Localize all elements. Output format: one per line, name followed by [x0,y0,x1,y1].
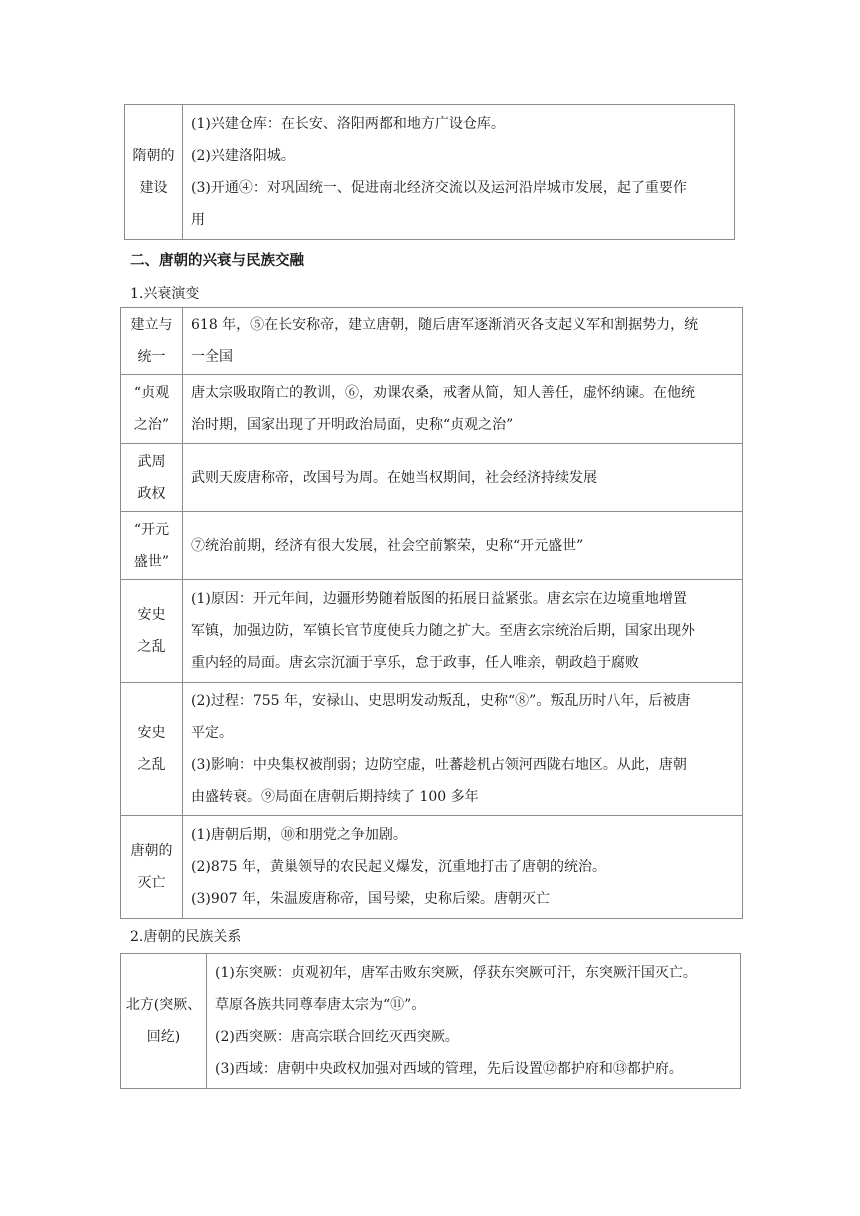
content-line: (1)东突厥：贞观初年，唐军击败东突厥，俘获东突厥可汗，东突厥汗国灭亡。 [215,965,697,981]
row-label [121,683,183,816]
label-line: 之乱 [137,639,166,655]
label-line: 灭亡 [137,875,166,891]
row-label [121,444,183,512]
table-row [121,816,743,919]
sui-construction-table [124,104,735,240]
label-line: 安史 [137,607,166,623]
content-line: (1)唐朝后期，⑩和朋党之争加剧。 [191,827,407,843]
label-line: 安史 [137,725,166,741]
row-label [121,512,183,580]
label-line: 武周 [137,453,166,470]
row-label [121,954,207,1089]
content-line: (3)开通④：对巩固统一、促进南北经济交流以及运河沿岸城市发展，起了重要作 [191,180,687,196]
table-row [121,580,743,683]
label-line: 建立与 [130,317,173,333]
table-row [121,683,743,816]
row-label [121,580,183,683]
label-line: 隋朝的 [132,148,175,164]
content-line: (3)907 年，朱温废唐称帝，国号梁，史称后梁。唐朝灭亡 [191,891,551,907]
label-line: 建设 [139,180,168,196]
row-content [183,580,743,683]
content-line: 唐太宗吸取隋亡的教训，⑥，劝课农桑，戒奢从简，知人善任，虚怀纳谏。在他统 [191,385,695,401]
content-line: 武则天废唐称帝，改国号为周。在她当权期间，社会经济持续发展 [191,469,597,486]
row-content [183,444,743,512]
content-line: 治时期，国家出现了开明政治局面，史称“贞观之治” [191,417,514,433]
subsection-title: 2.唐朝的民族关系 [130,929,242,945]
content-line: 重内轻的局面。唐玄宗沉湎于享乐，怠于政事，任人唯亲，朝政趋于腐败 [191,655,639,671]
content-line: 一全国 [191,349,233,365]
section-heading: 二、唐朝的兴衰与民族交融 [130,253,304,269]
content-line: 618 年，⑤在长安称帝，建立唐朝，随后唐军逐渐消灭各支起义军和割据势力，统 [191,317,699,333]
rise-and-fall-table [120,307,743,919]
table-row [121,444,743,512]
table-row [121,954,741,1089]
row-content [183,816,743,919]
label-line: 北方(突厥、 [125,997,202,1013]
content-line: (2)西突厥：唐高宗联合回纥灭西突厥。 [215,1029,459,1045]
row-content [207,954,741,1089]
content-line: 用 [191,212,205,228]
row-label [125,105,183,240]
table-row [121,375,743,444]
row-label [121,308,183,375]
row-content [183,308,743,375]
label-line: 之乱 [137,757,166,773]
content-line: (2)兴建洛阳城。 [191,148,295,164]
content-line: (2)过程：755 年，安禄山、史思明发动叛乱，史称“⑧”。叛乱历时八年，后被唐 [191,693,691,709]
label-line: “贞观 [133,385,170,401]
content-line: (1)原因：开元年间，边疆形势随着版图的拓展日益紧张。唐玄宗在边境重地增置 [191,591,687,607]
content-line: (2)875 年，黄巢领导的农民起义爆发，沉重地打击了唐朝的统治。 [191,859,607,875]
subsection-title: 1.兴衰演变 [130,286,200,302]
label-line: 唐朝的 [130,843,173,859]
row-content [183,105,735,240]
row-label [121,816,183,919]
label-line: “开元 [133,521,170,538]
content-line: 平定。 [191,725,233,741]
content-line: (3)西域：唐朝中央政权加强对西域的管理，先后设置⑫都护府和⑬都护府。 [215,1061,683,1077]
content-line: 草原各族共同尊奉唐太宗为“⑪”。 [215,997,426,1013]
ethnic-relations-table [120,953,741,1089]
label-line: 盛世” [133,553,170,570]
row-content [183,683,743,816]
content-line: 由盛转衰。⑨局面在唐朝后期持续了 100 多年 [191,789,479,805]
content-line: (1)兴建仓库：在长安、洛阳两都和地方广设仓库。 [191,116,505,132]
content-line: (3)影响：中央集权被削弱；边防空虚，吐蕃趁机占领河西陇右地区。从此，唐朝 [191,757,687,773]
row-label [121,375,183,444]
table-row [121,308,743,375]
label-line: 统一 [137,349,166,365]
table-row [121,512,743,580]
row-content [183,512,743,580]
label-line: 回纥) [146,1029,181,1045]
content-line: ⑦统治前期，经济有很大发展，社会空前繁荣，史称“开元盛世” [191,537,584,554]
row-content [183,375,743,444]
label-line: 政权 [137,485,166,502]
content-line: 军镇，加强边防，军镇长官节度使兵力随之扩大。至唐玄宗统治后期，国家出现外 [191,623,695,639]
table-row [125,105,735,240]
label-line: 之治” [133,417,170,433]
